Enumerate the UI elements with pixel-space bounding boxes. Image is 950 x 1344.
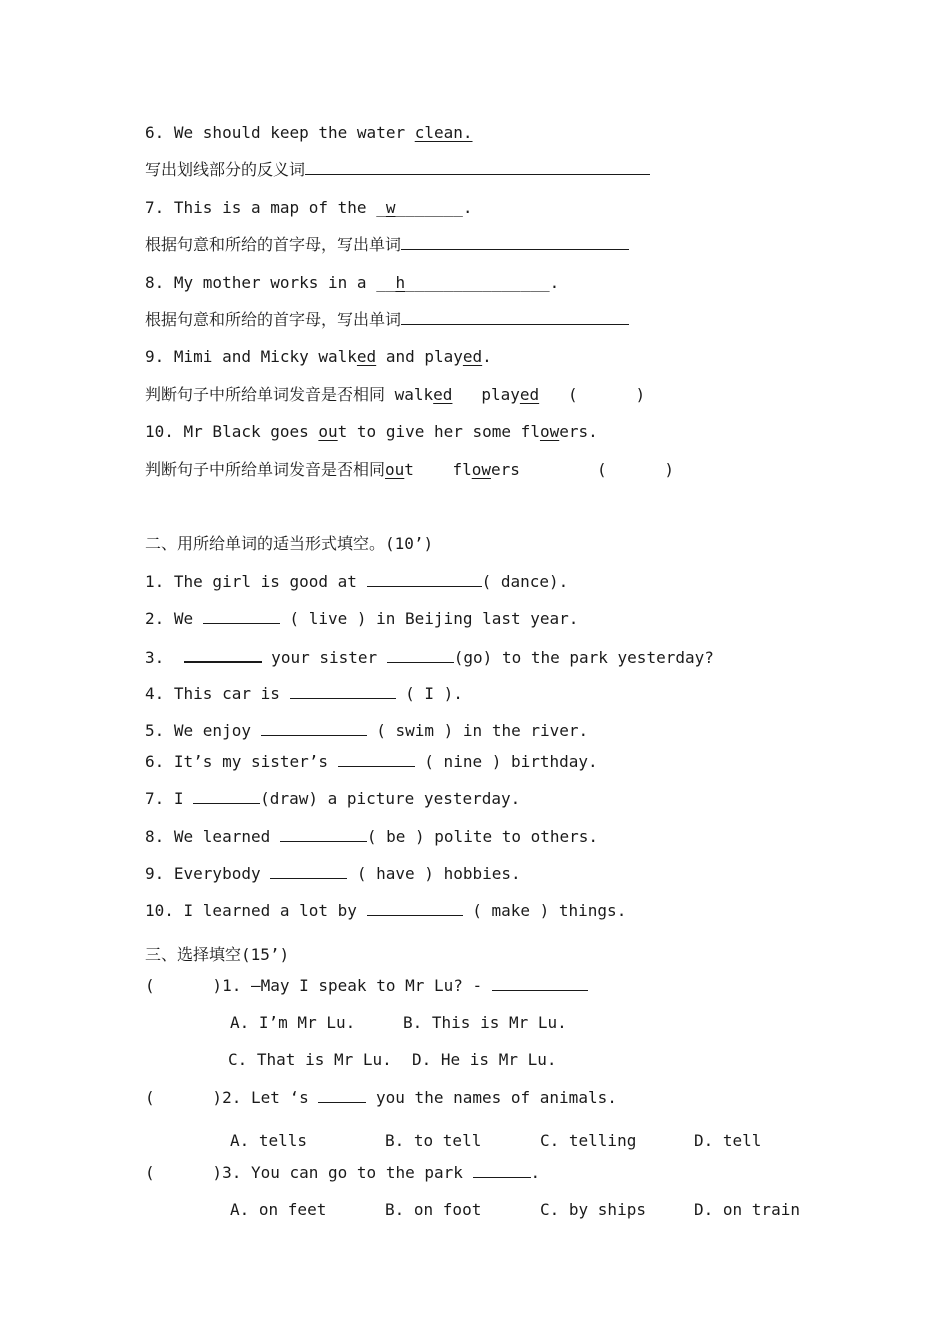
p2-item-hint: ( nine ) birthday. (414, 752, 598, 771)
answer-paren[interactable]: ( ) (596, 460, 675, 479)
p3-q2-option-a[interactable]: A. tells (230, 1131, 308, 1150)
answer-blank[interactable] (338, 752, 415, 767)
p2-item-3 (145, 647, 714, 668)
p2-item-hint: ( swim ) in the river. (366, 721, 589, 740)
p2-item-text: 2. We (145, 609, 203, 628)
answer-blank[interactable] (203, 609, 280, 624)
answer-blank[interactable] (367, 901, 463, 916)
answer-blank[interactable] (290, 684, 396, 699)
answer-blank[interactable] (387, 648, 454, 663)
q8-text: 8. My mother works in a __ (145, 273, 396, 292)
p2-item-text: 8. We learned (145, 827, 280, 846)
p2-item-text: 9. Everybody (145, 864, 271, 883)
q10-text2: t to give her some fl (337, 422, 540, 441)
answer-paren[interactable]: ( ) (568, 385, 646, 404)
answer-blank[interactable] (367, 572, 482, 587)
p3-q3-text: ( )3. You can go to the park (145, 1163, 473, 1182)
p3-q2-option-c[interactable]: C. telling (540, 1131, 637, 1150)
q7-text: 7. This is a map of the _ (145, 198, 386, 217)
p2-item-1 (145, 572, 568, 592)
q10-instruction (145, 460, 674, 480)
q10-instr-text: 判断句子中所给单词发音是否相同 (145, 460, 386, 479)
q10-word2-fl: fl (452, 460, 472, 479)
p2-item-hint: ( make ) things. (462, 901, 627, 920)
p3-q2-stem (145, 1088, 617, 1108)
q7-suffix: _______. (395, 198, 473, 217)
p2-item-text: 10. I learned a lot by (145, 901, 367, 920)
p2-item-6 (145, 752, 598, 772)
p3-q1-option-b[interactable]: B. This is Mr Lu. (403, 1013, 567, 1032)
p2-item-5 (145, 721, 588, 741)
q9-instruction (145, 385, 645, 405)
answer-blank[interactable] (492, 976, 588, 991)
answer-blank[interactable] (261, 721, 367, 736)
p3-q2-text: ( )2. Let ‘s (145, 1088, 319, 1107)
p3-q3-text2: . (530, 1163, 541, 1182)
p3-q1-option-c[interactable]: C. That is Mr Lu. (228, 1050, 392, 1069)
q9-word1: walk (394, 385, 434, 404)
p3-q2-option-d[interactable]: D. tell (694, 1131, 762, 1150)
p2-item-text: 5. We enjoy (145, 721, 261, 740)
p3-q3-stem (145, 1163, 540, 1183)
q6-instruction (145, 160, 650, 180)
q8-suffix: _______________. (405, 273, 560, 292)
q9-sentence (145, 347, 492, 367)
q9-word1-ed: ed (433, 385, 453, 404)
p2-item-4 (145, 684, 463, 704)
q8-instruction (145, 310, 629, 330)
answer-blank[interactable] (473, 1163, 531, 1178)
p3-q1-text: ( )1. –May I speak to Mr Lu? - (145, 976, 492, 995)
answer-blank[interactable] (280, 827, 367, 842)
part2-heading: 二、用所给单词的适当形式填空。(10’) (145, 534, 434, 553)
p2-item-hint: ( I ). (395, 684, 463, 703)
answer-blank[interactable] (184, 647, 262, 663)
p2-item-mid: your sister (261, 648, 387, 667)
p3-q1-option-d[interactable]: D. He is Mr Lu. (412, 1050, 557, 1069)
p3-q3-option-c[interactable]: C. by ships (540, 1200, 646, 1219)
q7-sentence (145, 198, 473, 218)
p3-q3-option-b[interactable]: B. on foot (385, 1200, 482, 1219)
answer-blank[interactable] (305, 160, 650, 175)
q10-word1-t: t (404, 460, 414, 479)
q9-word2-ed: ed (519, 385, 540, 404)
p2-item-hint: ( be ) polite to others. (366, 827, 599, 846)
q9-ed2: ed (462, 347, 483, 366)
q10-word1-ou: ou (385, 460, 405, 479)
p3-q3-option-a[interactable]: A. on feet (230, 1200, 327, 1219)
q9-text2: and play (376, 347, 463, 366)
p3-q3-option-d[interactable]: D. on train (694, 1200, 800, 1219)
p2-item-hint: ( have ) hobbies. (347, 864, 521, 883)
q8-letter: h (395, 273, 406, 292)
p2-item-10 (145, 901, 626, 921)
p3-q1-stem (145, 976, 588, 996)
answer-blank[interactable] (193, 789, 260, 804)
p2-item-hint: ( live ) in Beijing last year. (279, 609, 579, 628)
p2-item-text: 7. I (145, 789, 194, 808)
q10-text1: 10. Mr Black goes (145, 422, 319, 441)
q7-instr-text: 根据句意和所给的首字母，写出单词 (145, 235, 402, 254)
p2-item-hint: (draw) a picture yesterday. (260, 789, 521, 808)
p2-item-hint: ( dance). (481, 572, 569, 591)
p3-q2-text2: you the names of animals. (366, 1088, 617, 1107)
p2-item-2 (145, 609, 578, 629)
p2-item-text: 3. (145, 648, 174, 667)
q9-instr-text: 判断句子中所给单词发音是否相同 (145, 385, 395, 404)
p2-item-text: 6. It’s my sister’s (145, 752, 338, 771)
q10-word2-ow: ow (471, 460, 491, 479)
q6-text: 6. We should keep the water (145, 123, 415, 142)
q10-ow: ow (539, 422, 560, 441)
part3-heading: 三、选择填空(15’) (145, 945, 290, 964)
q10-word2-ers: ers (490, 460, 520, 479)
q10-ou: ou (318, 422, 338, 441)
q8-sentence (145, 273, 559, 293)
q8-instr-text: 根据句意和所给的首字母，写出单词 (145, 310, 402, 329)
p2-item-hint: (go) to the park yesterday? (453, 648, 714, 667)
answer-blank[interactable] (318, 1088, 366, 1103)
p3-q2-option-b[interactable]: B. to tell (385, 1131, 482, 1150)
q7-letter: w (385, 198, 396, 217)
p2-item-8 (145, 827, 598, 847)
q10-sentence (145, 422, 598, 442)
q9-text1: 9. Mimi and Micky walk (145, 347, 357, 366)
answer-blank[interactable] (270, 864, 347, 879)
q6-sentence (145, 123, 473, 143)
q7-instruction (145, 235, 629, 255)
p3-q1-option-a[interactable]: A. I’m Mr Lu. (230, 1013, 356, 1032)
q9-word2: play (481, 385, 520, 404)
p2-item-text: 1. The girl is good at (145, 572, 367, 591)
q6-underlined-word: clean. (414, 123, 473, 142)
answer-blank[interactable] (401, 310, 629, 325)
q6-instr-text: 写出划线部分的反义词 (145, 160, 306, 179)
q9-ed1: ed (356, 347, 377, 366)
q9-text3: . (482, 347, 492, 366)
p2-item-text: 4. This car is (145, 684, 290, 703)
p2-item-9 (145, 864, 521, 884)
p2-item-7 (145, 789, 520, 809)
q10-text3: ers. (559, 422, 598, 441)
answer-blank[interactable] (401, 235, 629, 250)
